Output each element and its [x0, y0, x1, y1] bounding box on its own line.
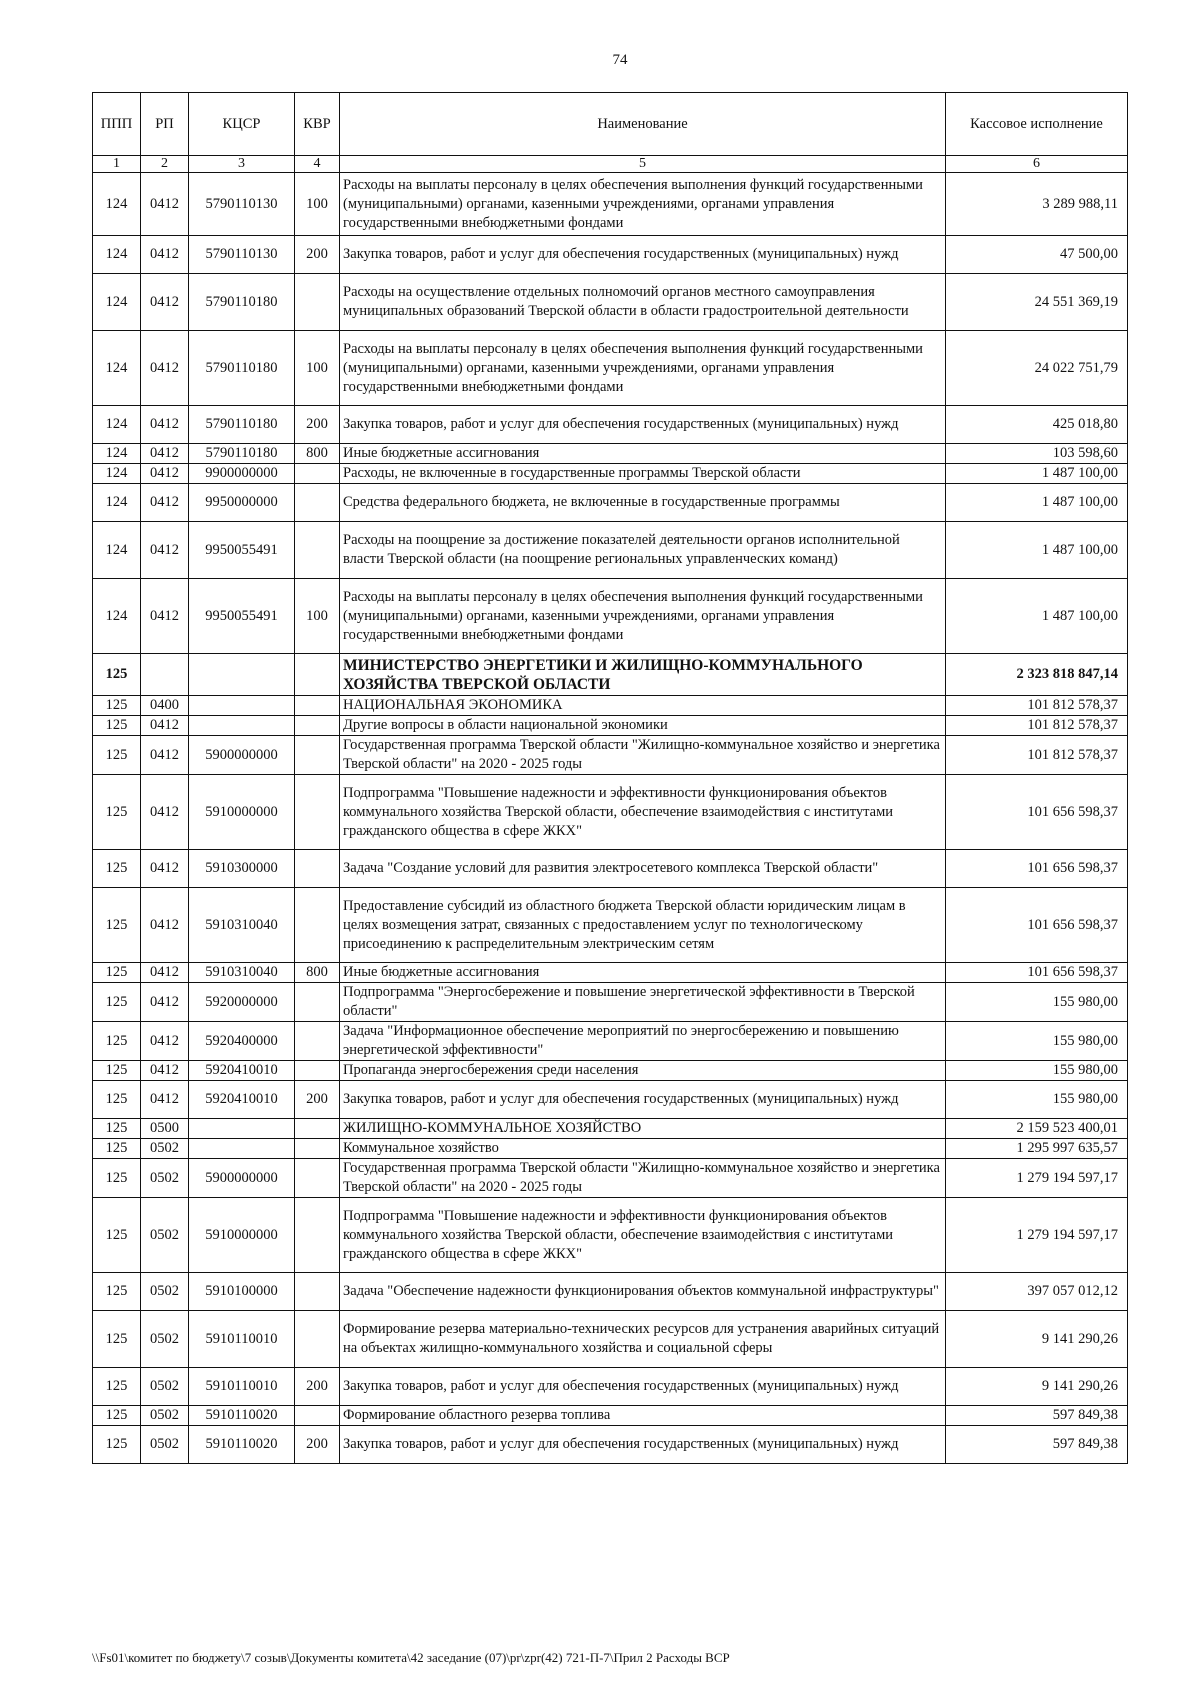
cell-rp: 0412 — [141, 1061, 189, 1081]
cell-amount: 47 500,00 — [946, 236, 1128, 274]
cell-amount: 155 980,00 — [946, 1061, 1128, 1081]
cell-amount: 9 141 290,26 — [946, 1368, 1128, 1406]
cell-name: Закупка товаров, работ и услуг для обеспечения государственных (муниципальных) нужд — [340, 1426, 946, 1464]
cell-name: ЖИЛИЩНО-КОММУНАЛЬНОЕ ХОЗЯЙСТВО — [340, 1119, 946, 1139]
cell-amount: 1 279 194 597,17 — [946, 1159, 1128, 1198]
table-row — [93, 1061, 1128, 1081]
table-row — [93, 888, 1128, 963]
table-row — [93, 274, 1128, 331]
page-number: 74 — [612, 52, 628, 68]
column-number: 2 — [141, 156, 189, 173]
cell-kvr — [295, 1139, 340, 1159]
cell-kvr: 800 — [295, 963, 340, 983]
cell-ppp: 125 — [93, 716, 141, 736]
table-row — [93, 1022, 1128, 1061]
cell-name: Другие вопросы в области национальной экономики — [340, 716, 946, 736]
cell-kcsr — [189, 1119, 295, 1139]
cell-ppp: 125 — [93, 1159, 141, 1198]
cell-ppp: 125 — [93, 1311, 141, 1368]
cell-kvr: 200 — [295, 1368, 340, 1406]
table-row — [93, 236, 1128, 274]
cell-kcsr: 5900000000 — [189, 736, 295, 775]
header-kcsr: КЦСР — [189, 93, 295, 156]
cell-kcsr: 5920000000 — [189, 983, 295, 1022]
cell-kcsr: 5910300000 — [189, 850, 295, 888]
cell-rp: 0412 — [141, 1022, 189, 1061]
table-row — [93, 464, 1128, 484]
cell-kcsr: 5790110130 — [189, 173, 295, 236]
cell-name: Расходы на выплаты персоналу в целях обеспечения выполнения функций государственными (муниципальными) органами, казенными учреждениями, органами управления государственными внебюджетными фондами — [340, 579, 946, 654]
cell-rp: 0502 — [141, 1426, 189, 1464]
header-kvr: КВР — [295, 93, 340, 156]
cell-kvr — [295, 1198, 340, 1273]
column-number-row — [93, 156, 1128, 173]
cell-amount: 103 598,60 — [946, 444, 1128, 464]
table-row — [93, 406, 1128, 444]
column-number: 1 — [93, 156, 141, 173]
footer-file-path: \\Fs01\комитет по бюджету\7 созыв\Документы комитета\42 заседание (07)\pr\zpr(42) 721-П-7\Прил 2 Расходы ВСР — [92, 1650, 730, 1665]
table-row — [93, 1139, 1128, 1159]
cell-ppp: 125 — [93, 850, 141, 888]
cell-name: Расходы на выплаты персоналу в целях обеспечения выполнения функций государственными (муниципальными) органами, казенными учреждениями, органами управления государственными внебюджетными фондами — [340, 331, 946, 406]
cell-kvr: 100 — [295, 173, 340, 236]
cell-rp: 0412 — [141, 173, 189, 236]
cell-amount: 397 057 012,12 — [946, 1273, 1128, 1311]
cell-kcsr: 5910110010 — [189, 1311, 295, 1368]
cell-kvr: 200 — [295, 236, 340, 274]
cell-name: Расходы на поощрение за достижение показателей деятельности органов исполнительной власти Тверской области (на поощрение региональных управленческих команд) — [340, 522, 946, 579]
cell-name: Иные бюджетные ассигнования — [340, 444, 946, 464]
cell-amount: 597 849,38 — [946, 1426, 1128, 1464]
cell-rp: 0412 — [141, 1081, 189, 1119]
cell-ppp: 124 — [93, 173, 141, 236]
cell-kvr: 200 — [295, 1426, 340, 1464]
cell-amount: 101 656 598,37 — [946, 850, 1128, 888]
cell-amount: 1 487 100,00 — [946, 579, 1128, 654]
cell-amount: 101 812 578,37 — [946, 716, 1128, 736]
cell-kcsr: 5900000000 — [189, 1159, 295, 1198]
table-row — [93, 1198, 1128, 1273]
cell-amount: 9 141 290,26 — [946, 1311, 1128, 1368]
cell-kcsr: 5910000000 — [189, 1198, 295, 1273]
table-row — [93, 484, 1128, 522]
cell-rp: 0502 — [141, 1273, 189, 1311]
cell-amount: 1 295 997 635,57 — [946, 1139, 1128, 1159]
cell-kcsr: 9950055491 — [189, 579, 295, 654]
cell-name: Коммунальное хозяйство — [340, 1139, 946, 1159]
cell-kvr — [295, 464, 340, 484]
cell-rp: 0412 — [141, 716, 189, 736]
cell-rp: 0412 — [141, 850, 189, 888]
table-row — [93, 1368, 1128, 1406]
table-row — [93, 331, 1128, 406]
column-number: 3 — [189, 156, 295, 173]
column-number: 6 — [946, 156, 1128, 173]
cell-ppp: 125 — [93, 736, 141, 775]
table-row — [93, 716, 1128, 736]
cell-kvr: 200 — [295, 406, 340, 444]
cell-kcsr: 5790110180 — [189, 331, 295, 406]
cell-rp: 0412 — [141, 331, 189, 406]
cell-rp: 0412 — [141, 579, 189, 654]
cell-amount: 24 551 369,19 — [946, 274, 1128, 331]
cell-kvr — [295, 1061, 340, 1081]
cell-name: Государственная программа Тверской области "Жилищно-коммунальное хозяйство и энергетика Тверской области" на 2020 - 2025 годы — [340, 1159, 946, 1198]
cell-amount: 101 656 598,37 — [946, 963, 1128, 983]
cell-amount: 425 018,80 — [946, 406, 1128, 444]
cell-amount: 1 487 100,00 — [946, 464, 1128, 484]
table-row — [93, 654, 1128, 696]
cell-rp: 0400 — [141, 696, 189, 716]
cell-rp: 0502 — [141, 1198, 189, 1273]
table-row — [93, 696, 1128, 716]
cell-kcsr: 5920410010 — [189, 1081, 295, 1119]
cell-rp: 0412 — [141, 484, 189, 522]
cell-kcsr — [189, 654, 295, 696]
cell-rp: 0500 — [141, 1119, 189, 1139]
cell-kvr — [295, 888, 340, 963]
cell-amount: 101 656 598,37 — [946, 888, 1128, 963]
cell-kvr — [295, 775, 340, 850]
cell-kvr — [295, 983, 340, 1022]
table-row — [93, 963, 1128, 983]
cell-ppp: 125 — [93, 654, 141, 696]
cell-ppp: 125 — [93, 1273, 141, 1311]
table-header-row — [93, 93, 1128, 156]
cell-kcsr: 5910310040 — [189, 963, 295, 983]
cell-amount: 155 980,00 — [946, 1022, 1128, 1061]
cell-amount: 2 323 818 847,14 — [946, 654, 1128, 696]
cell-ppp: 125 — [93, 1406, 141, 1426]
table-row — [93, 850, 1128, 888]
cell-rp: 0412 — [141, 522, 189, 579]
cell-amount: 2 159 523 400,01 — [946, 1119, 1128, 1139]
table-row — [93, 983, 1128, 1022]
table-row — [93, 1159, 1128, 1198]
column-number: 5 — [340, 156, 946, 173]
cell-kvr — [295, 522, 340, 579]
cell-name: Закупка товаров, работ и услуг для обеспечения государственных (муниципальных) нужд — [340, 236, 946, 274]
cell-name: НАЦИОНАЛЬНАЯ ЭКОНОМИКА — [340, 696, 946, 716]
cell-rp: 0502 — [141, 1139, 189, 1159]
cell-rp: 0412 — [141, 736, 189, 775]
cell-amount: 1 487 100,00 — [946, 484, 1128, 522]
table-row — [93, 775, 1128, 850]
cell-name: Задача "Создание условий для развития электросетевого комплекса Тверской области" — [340, 850, 946, 888]
table-row — [93, 1406, 1128, 1426]
cell-kvr — [295, 696, 340, 716]
cell-amount: 1 487 100,00 — [946, 522, 1128, 579]
cell-kvr: 800 — [295, 444, 340, 464]
cell-name: Формирование резерва материально-технических ресурсов для устранения аварийных ситуаций на объектах жилищно-коммунального хозяйства и социальной сферы — [340, 1311, 946, 1368]
cell-kvr — [295, 1022, 340, 1061]
cell-name: Закупка товаров, работ и услуг для обеспечения государственных (муниципальных) нужд — [340, 406, 946, 444]
cell-name: Средства федерального бюджета, не включенные в государственные программы — [340, 484, 946, 522]
cell-name: Расходы, не включенные в государственные программы Тверской области — [340, 464, 946, 484]
cell-kcsr: 9900000000 — [189, 464, 295, 484]
table-row — [93, 1081, 1128, 1119]
table-row — [93, 736, 1128, 775]
cell-rp: 0502 — [141, 1406, 189, 1426]
cell-kcsr: 5910110020 — [189, 1426, 295, 1464]
cell-ppp: 124 — [93, 484, 141, 522]
cell-kcsr: 5790110180 — [189, 444, 295, 464]
cell-name: Задача "Информационное обеспечение мероприятий по энергосбережению и повышению энергетической эффективности" — [340, 1022, 946, 1061]
cell-ppp: 125 — [93, 1022, 141, 1061]
cell-kvr — [295, 736, 340, 775]
cell-name: Иные бюджетные ассигнования — [340, 963, 946, 983]
cell-amount: 1 279 194 597,17 — [946, 1198, 1128, 1273]
header-ppp: ППП — [93, 93, 141, 156]
cell-kcsr: 5790110180 — [189, 274, 295, 331]
cell-ppp: 124 — [93, 522, 141, 579]
cell-kvr — [295, 1119, 340, 1139]
cell-rp: 0412 — [141, 464, 189, 484]
cell-kcsr: 5910310040 — [189, 888, 295, 963]
cell-kvr — [295, 1406, 340, 1426]
cell-amount: 3 289 988,11 — [946, 173, 1128, 236]
cell-kcsr — [189, 716, 295, 736]
cell-kcsr: 9950055491 — [189, 522, 295, 579]
cell-name: Предоставление субсидий из областного бюджета Тверской области юридическим лицам в целях возмещения затрат, связанных с предоставлением услуг по технологическому присоединению к распределительным электрическим сетям — [340, 888, 946, 963]
header-amount: Кассовое исполнение — [946, 93, 1128, 156]
cell-ppp: 124 — [93, 236, 141, 274]
cell-ppp: 124 — [93, 274, 141, 331]
header-name: Наименование — [340, 93, 946, 156]
cell-name: Государственная программа Тверской области "Жилищно-коммунальное хозяйство и энергетика Тверской области" на 2020 - 2025 годы — [340, 736, 946, 775]
cell-amount: 101 812 578,37 — [946, 736, 1128, 775]
cell-kvr — [295, 1311, 340, 1368]
cell-name: Задача "Обеспечение надежности функционирования объектов коммунальной инфраструктуры" — [340, 1273, 946, 1311]
column-number: 4 — [295, 156, 340, 173]
cell-ppp: 124 — [93, 331, 141, 406]
cell-ppp: 124 — [93, 444, 141, 464]
cell-amount: 597 849,38 — [946, 1406, 1128, 1426]
cell-name: МИНИСТЕРСТВО ЭНЕРГЕТИКИ И ЖИЛИЩНО-КОММУНАЛЬНОГО ХОЗЯЙСТВА ТВЕРСКОЙ ОБЛАСТИ — [340, 654, 946, 696]
cell-kvr — [295, 716, 340, 736]
cell-kcsr: 5910000000 — [189, 775, 295, 850]
cell-amount: 24 022 751,79 — [946, 331, 1128, 406]
cell-kcsr: 5790110180 — [189, 406, 295, 444]
cell-kcsr: 9950000000 — [189, 484, 295, 522]
cell-name: Закупка товаров, работ и услуг для обеспечения государственных (муниципальных) нужд — [340, 1081, 946, 1119]
cell-amount: 155 980,00 — [946, 1081, 1128, 1119]
cell-rp: 0412 — [141, 963, 189, 983]
cell-ppp: 125 — [93, 696, 141, 716]
table-row — [93, 1273, 1128, 1311]
cell-ppp: 125 — [93, 1426, 141, 1464]
cell-kvr: 100 — [295, 331, 340, 406]
table-row — [93, 444, 1128, 464]
cell-ppp: 124 — [93, 579, 141, 654]
table-row — [93, 1119, 1128, 1139]
cell-kcsr — [189, 1139, 295, 1159]
cell-rp: 0412 — [141, 775, 189, 850]
cell-amount: 101 656 598,37 — [946, 775, 1128, 850]
cell-rp: 0412 — [141, 983, 189, 1022]
cell-kcsr: 5920410010 — [189, 1061, 295, 1081]
cell-kvr — [295, 274, 340, 331]
cell-amount: 155 980,00 — [946, 983, 1128, 1022]
table-body — [93, 173, 1128, 1464]
table-row — [93, 1311, 1128, 1368]
cell-kcsr: 5790110130 — [189, 236, 295, 274]
cell-ppp: 124 — [93, 406, 141, 444]
cell-name: Расходы на выплаты персоналу в целях обеспечения выполнения функций государственными (муниципальными) органами, казенными учреждениями, органами управления государственными внебюджетными фондами — [340, 173, 946, 236]
cell-ppp: 124 — [93, 464, 141, 484]
budget-table — [92, 92, 1128, 1464]
cell-ppp: 125 — [93, 1061, 141, 1081]
cell-kvr — [295, 1273, 340, 1311]
cell-ppp: 125 — [93, 1081, 141, 1119]
cell-kvr: 100 — [295, 579, 340, 654]
cell-ppp: 125 — [93, 775, 141, 850]
cell-kcsr: 5920400000 — [189, 1022, 295, 1061]
cell-ppp: 125 — [93, 1198, 141, 1273]
cell-rp — [141, 654, 189, 696]
cell-rp: 0502 — [141, 1368, 189, 1406]
cell-ppp: 125 — [93, 1139, 141, 1159]
cell-rp: 0412 — [141, 444, 189, 464]
table-row — [93, 522, 1128, 579]
cell-kvr — [295, 654, 340, 696]
cell-kcsr: 5910100000 — [189, 1273, 295, 1311]
cell-rp: 0412 — [141, 406, 189, 444]
cell-kcsr: 5910110010 — [189, 1368, 295, 1406]
cell-name: Закупка товаров, работ и услуг для обеспечения государственных (муниципальных) нужд — [340, 1368, 946, 1406]
cell-kvr — [295, 850, 340, 888]
table-row — [93, 1426, 1128, 1464]
cell-kvr — [295, 484, 340, 522]
cell-name: Подпрограмма "Энергосбережение и повышение энергетической эффективности в Тверской области" — [340, 983, 946, 1022]
table-row — [93, 579, 1128, 654]
cell-ppp: 125 — [93, 1368, 141, 1406]
cell-rp: 0412 — [141, 274, 189, 331]
header-rp: РП — [141, 93, 189, 156]
cell-amount: 101 812 578,37 — [946, 696, 1128, 716]
cell-name: Пропаганда энергосбережения среди населения — [340, 1061, 946, 1081]
cell-ppp: 125 — [93, 1119, 141, 1139]
cell-kvr — [295, 1159, 340, 1198]
cell-rp: 0502 — [141, 1311, 189, 1368]
cell-name: Подпрограмма "Повышение надежности и эффективности функционирования объектов коммунального хозяйства Тверской области, обеспечение взаимодействия с институтами гражданского общества в сфере ЖКХ" — [340, 1198, 946, 1273]
cell-name: Формирование областного резерва топлива — [340, 1406, 946, 1426]
cell-name: Подпрограмма "Повышение надежности и эффективности функционирования объектов коммунального хозяйства Тверской области, обеспечение взаимодействия с институтами гражданского общества в сфере ЖКХ" — [340, 775, 946, 850]
cell-ppp: 125 — [93, 983, 141, 1022]
cell-ppp: 125 — [93, 963, 141, 983]
cell-kvr: 200 — [295, 1081, 340, 1119]
cell-name: Расходы на осуществление отдельных полномочий органов местного самоуправления муниципальных образований Тверской области в области градостроительной деятельности — [340, 274, 946, 331]
table-row — [93, 173, 1128, 236]
cell-ppp: 125 — [93, 888, 141, 963]
cell-kcsr: 5910110020 — [189, 1406, 295, 1426]
cell-rp: 0502 — [141, 1159, 189, 1198]
cell-kcsr — [189, 696, 295, 716]
cell-rp: 0412 — [141, 236, 189, 274]
cell-rp: 0412 — [141, 888, 189, 963]
